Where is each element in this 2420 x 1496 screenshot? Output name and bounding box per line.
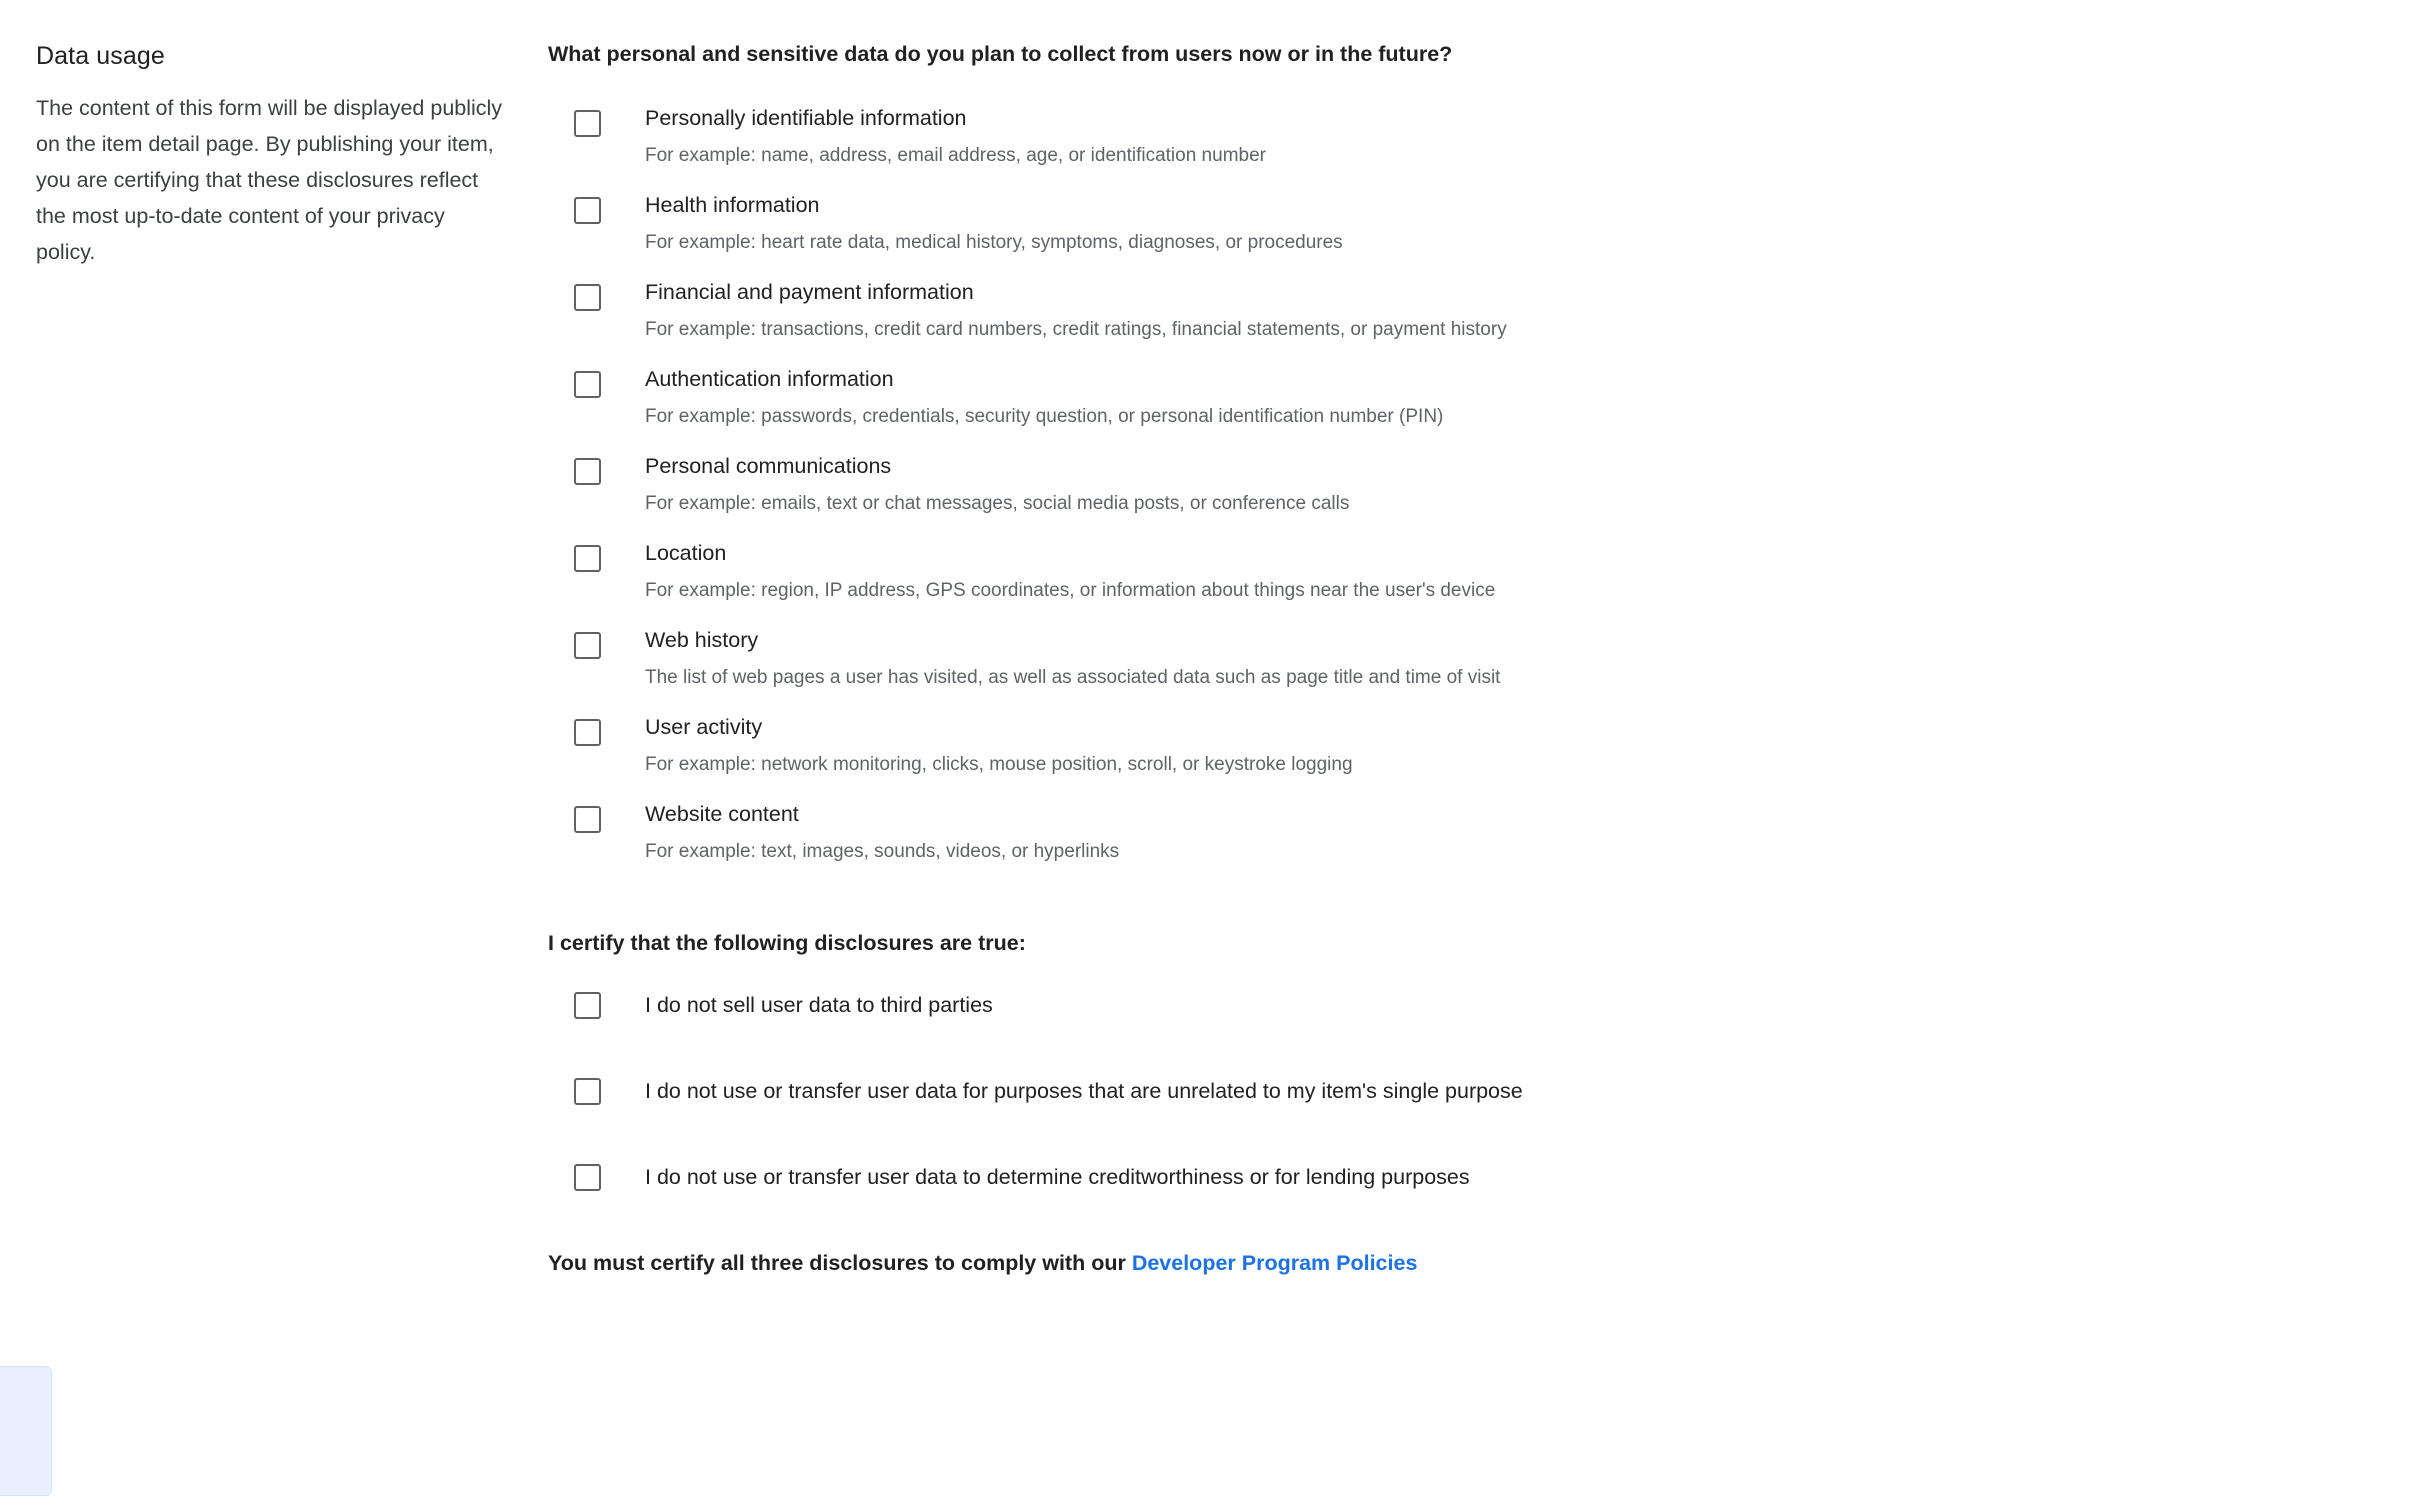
list-item-label: I do not use or transfer user data to determine creditworthiness or for lending purposes [645,1165,1470,1189]
list-item-description: For example: text, images, sounds, videos, or hyperlinks [645,841,1120,862]
data-collection-question: What personal and sensitive data do you plan to collect from users now or in the future? [548,42,1453,66]
certification-checkbox-list [548,991,2308,1195]
form-section [548,40,2308,1277]
checkbox-location[interactable] [574,545,601,572]
list-item-label: Personally identifiable information [645,106,967,130]
list-item[interactable] [548,191,2308,256]
footnote-text: You must certify all three disclosures to comply with our [548,1251,1132,1275]
list-item-description: For example: passwords, credentials, security question, or personal identification number (PIN) [645,406,1444,427]
list-item-description: For example: emails, text or chat messages, social media posts, or conference calls [645,493,1350,514]
certification-footnote [548,1249,2308,1277]
list-item-description: For example: name, address, email address, age, or identification number [645,145,1266,166]
checkbox-no-creditworthiness-use[interactable] [574,1164,601,1191]
list-item-label: Location [645,541,727,565]
list-item-description: For example: heart rate data, medical history, symptoms, diagnoses, or procedures [645,232,1343,253]
certification-heading: I certify that the following disclosures are true: [548,931,1026,955]
page-title: Data usage [36,42,165,70]
checkbox-no-sell-user-data[interactable] [574,992,601,1019]
list-item[interactable] [548,626,2308,691]
list-item[interactable] [548,800,2308,865]
list-item-label: Health information [645,193,820,217]
list-item-label: User activity [645,715,763,739]
list-item-label: Authentication information [645,367,894,391]
list-item-label: I do not sell user data to third parties [645,993,993,1017]
checkbox-website-content[interactable] [574,806,601,833]
list-item-label: Web history [645,628,759,652]
list-item-description: For example: transactions, credit card numbers, credit ratings, financial statements, or payment history [645,319,1507,340]
list-item[interactable] [548,365,2308,430]
list-item[interactable] [548,1163,2308,1195]
list-item-label: I do not use or transfer user data for purposes that are unrelated to my item's single purpose [645,1079,1523,1103]
list-item-description: For example: region, IP address, GPS coordinates, or information about things near the user's device [645,580,1496,601]
checkbox-authentication-information[interactable] [574,371,601,398]
list-item[interactable] [548,104,2308,169]
checkbox-personal-communications[interactable] [574,458,601,485]
list-item-description: For example: network monitoring, clicks, mouse position, scroll, or keystroke logging [645,754,1353,775]
bottom-left-panel[interactable] [0,1366,52,1496]
list-item-description: The list of web pages a user has visited, as well as associated data such as page title and time of visit [645,667,1501,688]
list-item-label: Financial and payment information [645,280,974,304]
list-item-label: Personal communications [645,454,892,478]
checkbox-no-unrelated-purpose-transfer[interactable] [574,1078,601,1105]
list-item[interactable] [548,278,2308,343]
checkbox-user-activity[interactable] [574,719,601,746]
list-item[interactable] [548,452,2308,517]
list-item[interactable] [548,1077,2308,1109]
checkbox-health-information[interactable] [574,197,601,224]
checkbox-personally-identifiable-information[interactable] [574,110,601,137]
checkbox-financial-and-payment-information[interactable] [574,284,601,311]
sidebar-section [36,40,506,270]
list-item[interactable] [548,991,2308,1023]
list-item[interactable] [548,539,2308,604]
data-type-checkbox-list [548,104,2308,865]
list-item[interactable] [548,713,2308,778]
checkbox-web-history[interactable] [574,632,601,659]
sidebar-description: The content of this form will be displayed publicly on the item detail page. By publishing your item, you are certifying that these disclosures reflect the most up-to-date content of your privacy policy. [36,96,503,264]
developer-program-policies-link[interactable]: Developer Program Policies [1131,1251,1418,1275]
list-item-label: Website content [645,802,799,826]
